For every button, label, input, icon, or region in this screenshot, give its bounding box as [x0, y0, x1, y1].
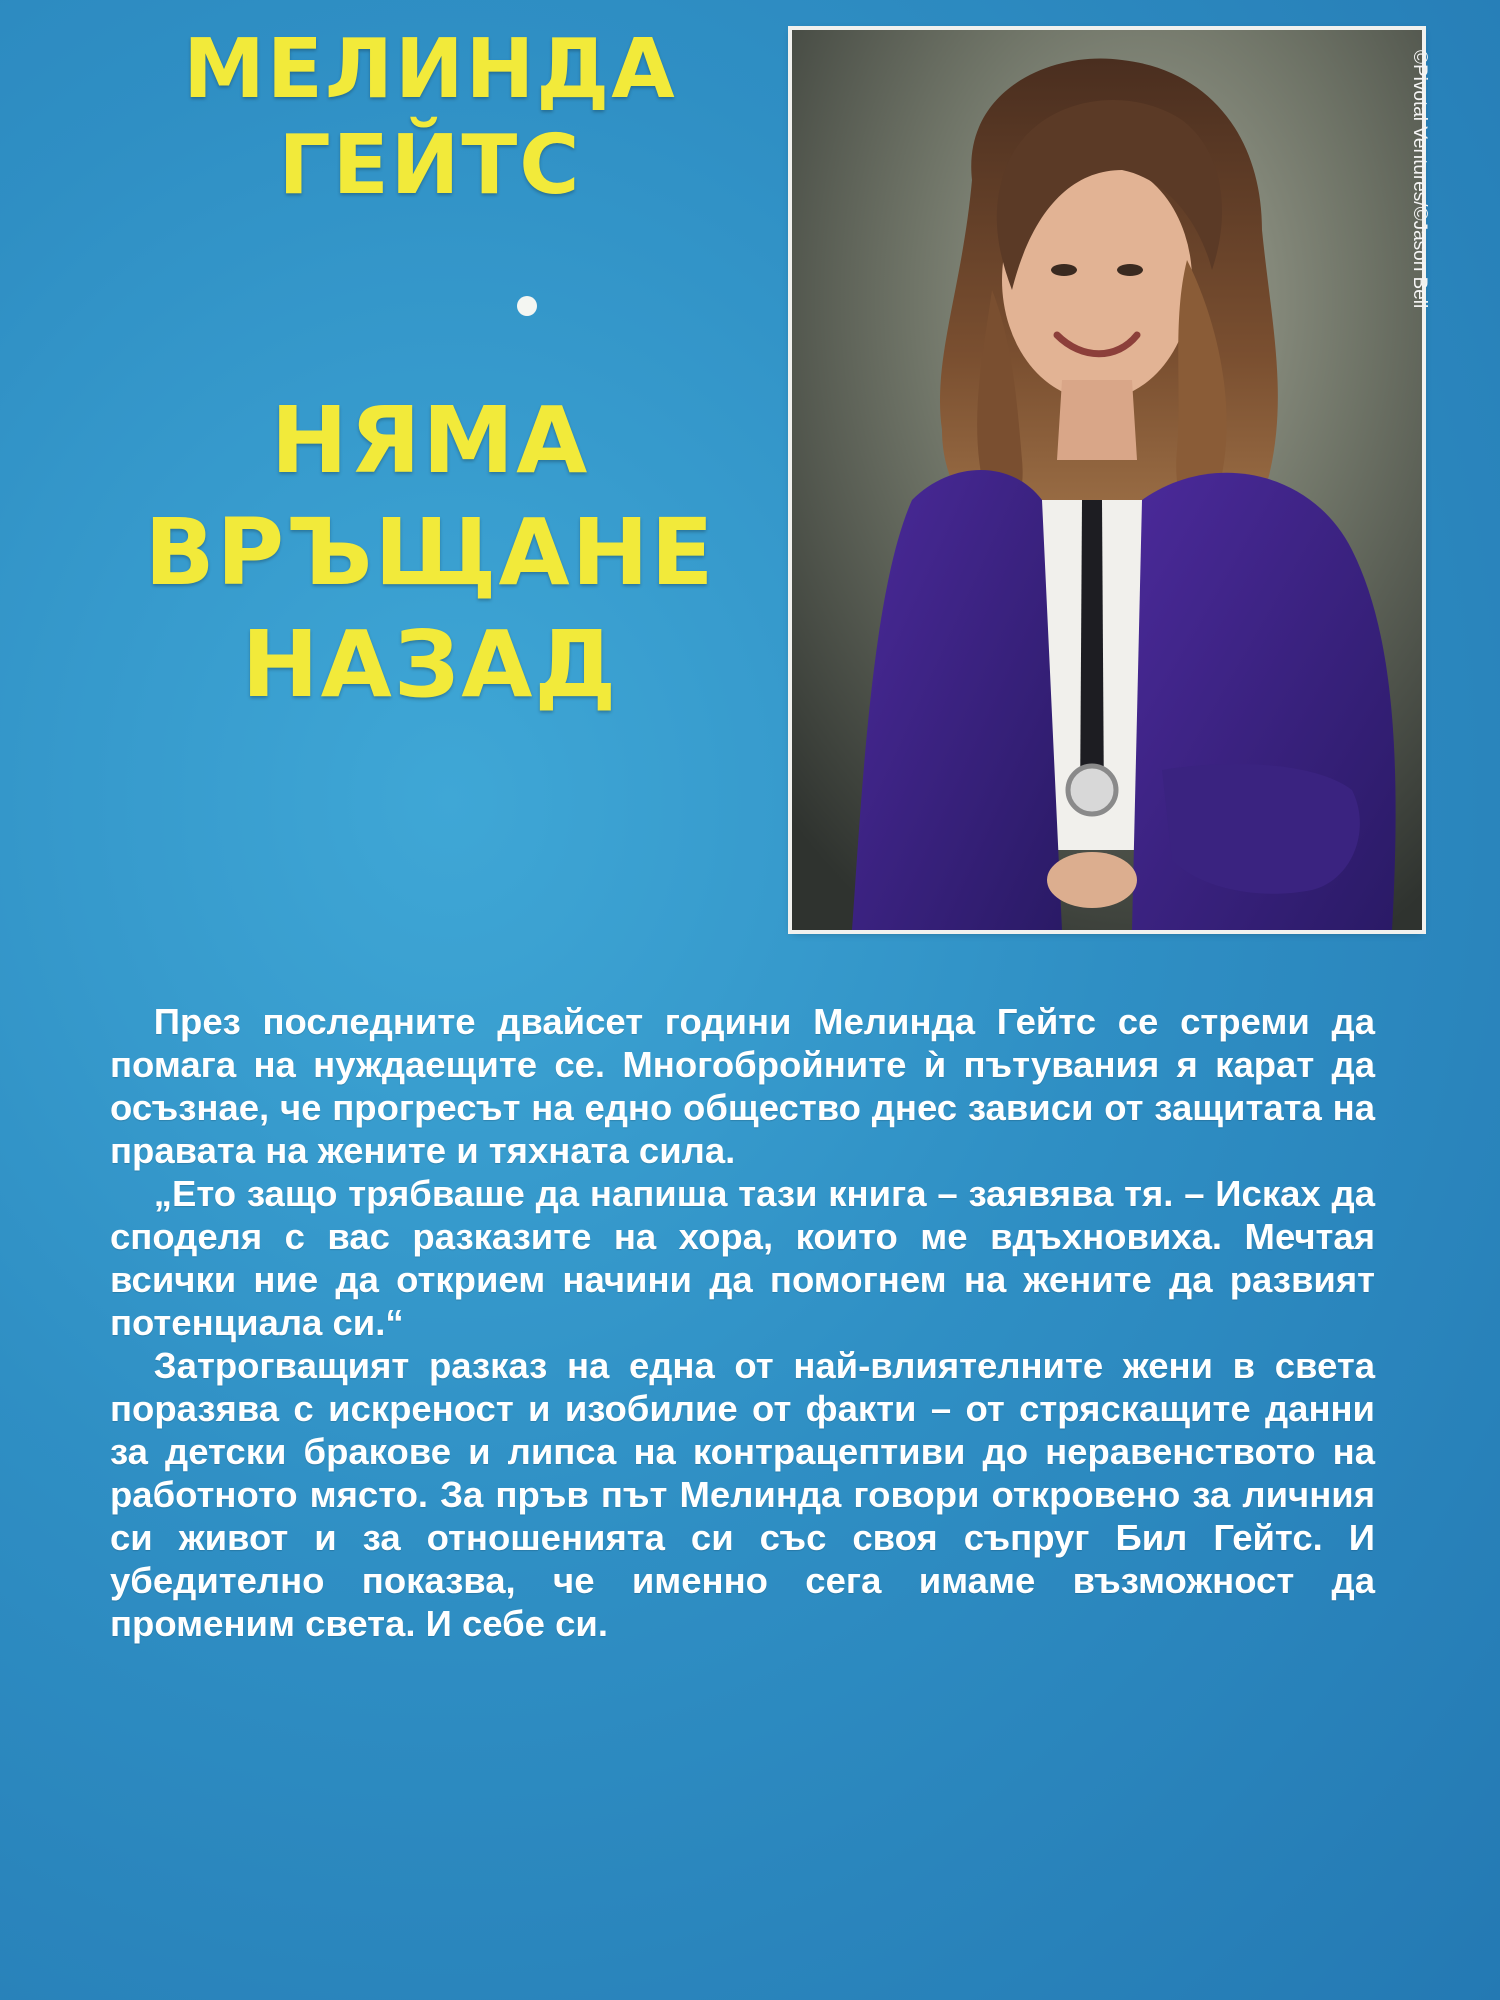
separator-dot	[517, 296, 537, 316]
author-last-name: ГЕЙТС	[278, 118, 582, 213]
author-first-name: МЕЛИНДА	[183, 22, 677, 117]
blurb-paragraph-1: През последните двайсет години Мелинда Гейтс се стреми да помага на нуждаещите се. Многобройните ѝ пътувания я карат да осъзнае, че прогресът на едно общество днес зависи от защитата на правата на жените и тяхната сила.	[110, 1001, 1375, 1171]
portrait-illustration	[792, 30, 1422, 930]
blurb-paragraph-3: Затрогващият разказ на една от най-влиятелните жени в света поразява с искреност и изобилие от факти – от стряскащите данни за детски бракове и липса на контрацептиви до неравенството на работното място. За пръв път Мелинда говори откровено за личния си живот и за отношенията си със своя съпруг Бил Гейтс. И убедително показва, че именно сега имаме възможност да променим света. И себе си.	[110, 1345, 1375, 1644]
photo-credit: ©Pivotal Ventures/©Jason Bell	[1409, 50, 1430, 309]
author-portrait-image	[792, 30, 1422, 930]
book-title-line-1: НЯМА	[270, 387, 590, 494]
author-photo	[792, 30, 1422, 930]
book-title-line-2: ВРЪЩАНЕ	[144, 499, 716, 606]
author-name	[90, 22, 770, 214]
book-title-line-3: НАЗАД	[241, 611, 619, 718]
blurb-paragraph-2: „Ето защо трябваше да напиша тази книга – заявява тя. – Исках да споделя с вас разказите на хора, които ме вдъхновиха. Мечтая всички ние да открием начини да помогнем на жените да развият потенциала си.“	[110, 1173, 1375, 1343]
book-title	[90, 385, 770, 721]
blurb-text	[110, 1000, 1375, 1645]
